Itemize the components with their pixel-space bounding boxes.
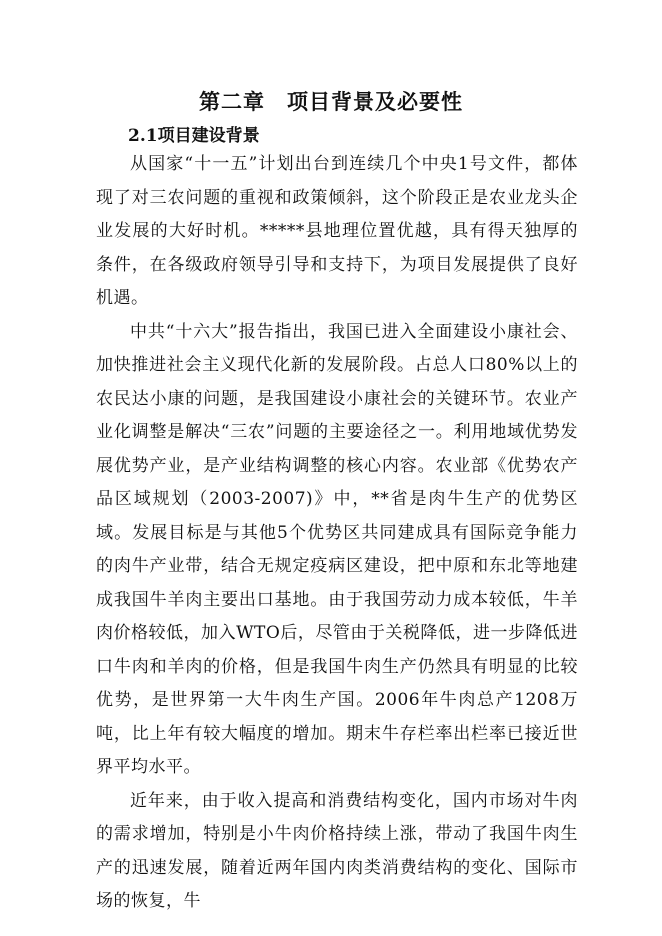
body-text [96,148,578,919]
paragraph-3: 近年来，由于收入提高和消费结构变化，国内市场对牛肉的需求增加，特别是小牛肉价格持续上涨，带动了我国牛肉生产的迅速发展，随着近两年国内肉类消费结构的变化、国际市场的恢复，牛 [96,790,578,911]
chapter-title: 第二章 项目背景及必要性 [199,90,463,114]
section-title: 2.1项目建设背景 [128,126,260,146]
paragraph-2: 中共“十六大”报告指出，我国已进入全面建设小康社会、加快推进社会主义现代化新的发展阶段。占总人口80%以上的农民达小康的问题，是我国建设小康社会的关键环节。农业产业化调整是解决“三农”问题的主要途径之一。利用地域优势发展优势产业，是产业结构调整的核心内容。农业部《优势农产品区域规划（2003-2007)》中，**省是肉牛生产的优势区域。发展目标是与其他5个优势区共同建成具有国际竞争能力的肉牛产业带，结合无规定疫病区建设，把中原和东北等地建成我国牛羊肉主要出口基地。由于我国劳动力成本较低，牛羊肉价格较低，加入WTO后，尽管由于关税降低，进一步降低进口牛肉和羊肉的价格，但是我国牛肉生产仍然具有明显的比较优势，是世界第一大牛肉生产国。2006年牛肉总产1208万吨，比上年有较大幅度的增加。期末牛存栏率出栏率已接近世界平均水平。 [96,321,578,777]
paragraph-1: 从国家“十一五”计划出台到连续几个中央1号文件，都体现了对三农问题的重视和政策倾斜，这个阶段正是农业龙头企业发展的大好时机。*****县地理位置优越，具有得天独厚的条件，在各级政府领导引导和支持下，为项目发展提供了良好机遇。 [96,154,578,308]
